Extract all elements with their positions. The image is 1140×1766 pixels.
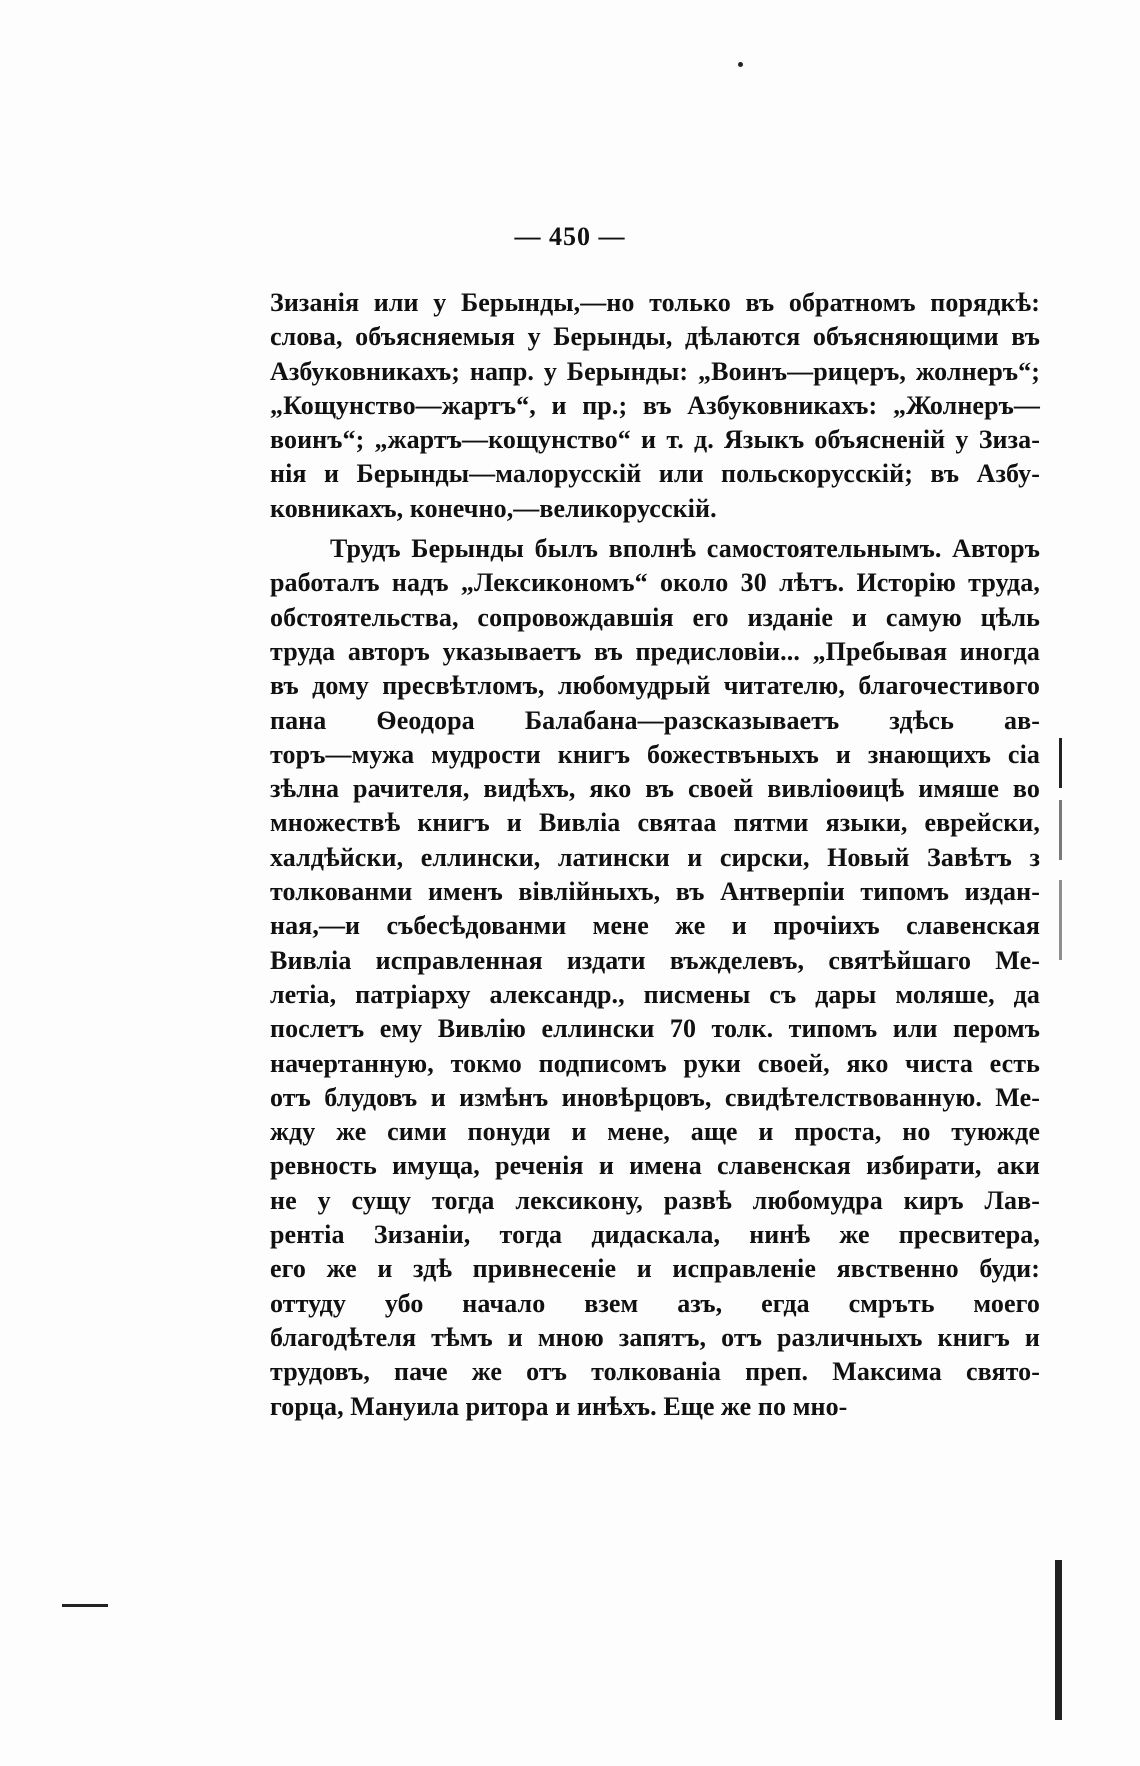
edge-mark: [1055, 1560, 1062, 1720]
text-line: оттуду убо начало взем азъ, егда смръть моего: [270, 1288, 1040, 1318]
text-line: Зизанія или у Берынды,—но только въ обратномъ порядкѣ:: [270, 288, 1040, 317]
text-line: пана Ѳеодора Балабана—разсказываетъ здѣсь ав-: [270, 705, 1040, 735]
text-line: отъ блудовъ и измѣнъ иновѣрцовъ, свидѣтелствованную. Ме-: [270, 1082, 1040, 1112]
text-line: жду же сими понуди и мене, аще и проста, но туюжде: [270, 1117, 1040, 1147]
text-line: ная,—и събесѣдованми мене же и прочіихъ славенская: [270, 911, 1040, 941]
text-line: благодѣтеля тѣмъ и мною запятъ, отъ различныхъ книгъ и: [270, 1322, 1040, 1352]
text-line: „Кощунство—жартъ“, и пр.; въ Азбуковникахъ: „Жолнеръ—: [270, 390, 1040, 420]
text-line: послетъ ему Вивлію еллински 70 толк. типомъ или перомъ: [270, 1014, 1040, 1044]
text-line: Азбуковникахъ; напр. у Берынды: „Воинъ—рицеръ, жолнеръ“;: [270, 356, 1040, 386]
ink-speck: [738, 62, 743, 67]
body-text: [270, 286, 1040, 1424]
text-line: труда авторъ указываетъ въ предисловіи... „Пребывая иногда: [270, 636, 1040, 666]
paragraph-1: [270, 286, 1040, 526]
text-line: не у сущу тогда лексикону, развѣ любомудра киръ Лав-: [270, 1185, 1040, 1215]
text-line: начертанную, токмо подписомъ руки своей, яко чиста есть: [270, 1048, 1040, 1078]
text-line: нія и Берынды—малорусскій или польскорусскій; въ Азбу-: [270, 459, 1040, 489]
text-line: зѣлна рачителя, видѣхъ, яко въ своей вивліоѳицѣ имяше во: [270, 774, 1040, 804]
text-line: трудовъ, паче же отъ толкованіа преп. Максима свято-: [270, 1357, 1040, 1387]
text-line: слова, объясняемыя у Берынды, дѣлаются объясняющими въ: [270, 322, 1040, 352]
text-line: толкованми именъ вівлійныхъ, въ Антверпіи типомъ издан-: [270, 877, 1040, 907]
margin-rule: [62, 1604, 108, 1607]
text-line: летіа, патріарху александр., писмены съ дары моляше, да: [270, 979, 1040, 1009]
text-line: Вивліа исправленная издати въжделевъ, святѣйшаго Ме-: [270, 945, 1040, 975]
edge-mark: [1059, 880, 1062, 960]
text-line: рентіа Зизаніи, тогда дидаскала, нинѣ же пресвитера,: [270, 1220, 1040, 1250]
text-line: торъ—мужа мудрости книгъ божествъныхъ и знающихъ сіа: [270, 739, 1040, 769]
text-line: халдѣйски, еллински, латински и сирски, Новый Завѣтъ з: [270, 842, 1040, 872]
text-line: ковникахъ, конечно,—великорусскій.: [270, 493, 717, 523]
text-line: множествѣ книгъ и Вивліа святаа пятми языки, еврейски,: [270, 808, 1040, 838]
text-line: горца, Мануила ритора и инѣхъ. Еще же по мно-: [270, 1391, 848, 1421]
edge-mark: [1059, 738, 1062, 788]
text-line: Трудъ Берынды былъ вполнѣ самостоятельнымъ. Авторъ: [330, 534, 1040, 564]
paragraph-2: [270, 532, 1040, 1424]
text-line: ревность имуща, реченія и имена славенская избирати, аки: [270, 1151, 1040, 1181]
text-line: обстоятельства, сопровождавшія его изданіе и самую цѣль: [270, 602, 1040, 632]
text-line: его же и здѣ привнесеніе и исправленіе явственно буди:: [270, 1254, 1040, 1284]
text-line: воинъ“; „жартъ—кощунство“ и т. д. Языкъ объясненій у Зиза-: [270, 425, 1040, 455]
text-line: работалъ надъ „Лексикономъ“ около 30 лѣтъ. Исторію труда,: [270, 568, 1040, 598]
edge-mark: [1059, 800, 1062, 860]
text-line: въ дому пресвѣтломъ, любомудрый читателю, благочестивого: [270, 671, 1040, 701]
page-number: — 450 —: [514, 222, 626, 251]
